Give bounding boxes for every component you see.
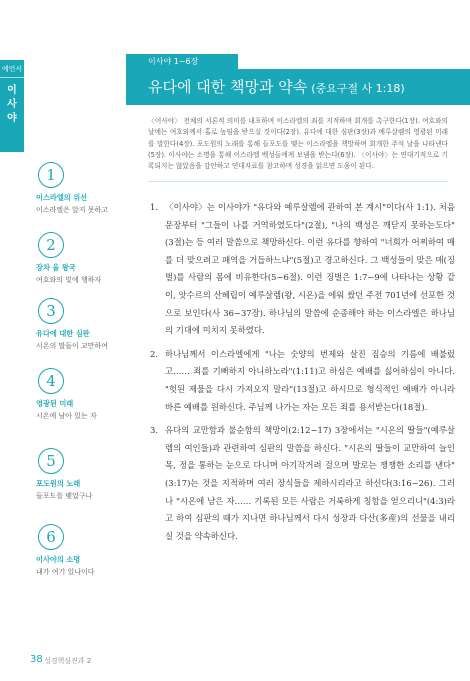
outline-title: 이사야의 소명 (36, 555, 81, 564)
outline-number: 2 (38, 232, 64, 258)
key-verse-reference: (중요구절 사 1:18) (311, 82, 405, 95)
intro-summary: 〈이사야〉 전체의 서론적 의미를 내포하며 이스라엘의 죄를 지적하며 회개를 촉구한다(1장). 여호와의 날에는 여호와께서 홀로 높임을 받으실 것이다(2장). 유다에 대한 심판(3장)과 예루살렘의 영광된 미래를 말한다(4장). 포도원의 노래를 통해 들포도를 맺는 이스라엘을 책망하며 회개한 주석 날을 나타낸다(5장). 이사야는 소명을 통해 이스라엘 백성들에게 보냄을 받는다(6장). 〈이사야〉는 연대기적으로 기록되지는 않았음을 감안하고 연대자료를 참고하며 성경을 읽으면 도움이 된다. (148, 117, 448, 171)
commentary-body (150, 199, 455, 551)
outline-item (36, 298, 146, 351)
section-label: 예언서 (0, 60, 24, 78)
page-number: 38 (30, 654, 43, 665)
outline-title: 영광된 미래 (36, 399, 74, 408)
paragraph-number: 2. (150, 348, 158, 359)
outline-number: 3 (38, 298, 64, 324)
commentary-paragraph (150, 199, 455, 340)
outline-item (36, 368, 146, 421)
outline-item (36, 524, 146, 577)
outline-number: 5 (38, 448, 64, 474)
outline-number: 4 (38, 368, 64, 394)
outline-title: 이스라엘의 위선 (36, 193, 88, 202)
outline-subtitle: 여호와의 빛에 행하자 (36, 276, 102, 284)
divider (148, 181, 448, 182)
outline-item (36, 232, 146, 285)
paragraph-text: 하나님께서 이스라엘에게 "나는 숫양의 번제와 살진 짐승의 기름에 배불렀고…… 죄를 기뻐하지 아니하노라"(1:11)고 하심은 예배를 싫어하심이 아니다. "헛된 제물을 다시 가져오지 말라"(13절)고 하시므로 형식적인 예배가 아니라 바른 예배를 원하신다. 주님께 나가는 자는 모든 죄를 용서받는다(18절). (165, 348, 455, 412)
outline-subtitle: 시온의 딸들이 교만하여 (36, 342, 109, 350)
outline-title: 포도원의 노래 (36, 479, 81, 488)
paragraph-number: 3. (150, 425, 158, 436)
chapter-range-tag: 이사야 1~6장 (126, 54, 238, 69)
page-title-bar (126, 69, 470, 105)
outline-subtitle: 이스라엘은 앞지 못하고 (36, 206, 109, 214)
book-title-footer: 성경핵심진과 2 (44, 657, 92, 665)
outline-item (36, 448, 146, 501)
paragraph-number: 1. (150, 202, 158, 212)
commentary-paragraph (150, 346, 455, 416)
paragraph-text: 유다의 교만함과 불순함의 책망이(2:12~17) 3장에서는 "시온의 딸들"(예루살렘의 여인들)과 관련하여 심판의 말씀을 하신다. "시온의 딸들이 교만하여 늘인 목, 정을 통하는 눈으로 다니며 아기작거려 걸으며 발로는 쟁쟁한 소리를 낸다"(3:17)는 것을 지적하며 여러 장식들을 제하시리라고 하신다(3:16~26). 그러나 "시온에 남은 자…… 기록된 모든 사람은 거룩하게 칭함을 얻으리니"(4:3)라고 하여 심판의 때가 지나면 하나님께서 다시 성장과 다산(多産)의 선물을 내리실 것을 약속하신다. (165, 425, 455, 541)
commentary-paragraph (150, 422, 455, 545)
outline-number: 1 (38, 162, 64, 188)
outline-subtitle: 시온에 남아 있는 자 (36, 412, 97, 420)
outline-number: 6 (38, 524, 64, 550)
outline-subtitle: 내가 여기 있나이다 (36, 568, 95, 576)
book-label: 이사야 (7, 85, 17, 124)
outline-title: 장차 올 왕국 (36, 263, 76, 272)
paragraph-text: 〈이사야〉는 이사야가 "유다와 예루살렘에 관하여 본 계시"이다(사 1:1). 처음 문장부터 "그들이 나를 거역하였도다"(2절), "나의 백성은 깨닫지 못하는도다"(3절)는 등 여러 말씀으로 책망하신다. 이런 유다를 향하여 "너희가 어찌하여 매를 더 맞으려고 패역을 거듭하느냐"(5절)고 경고하신다. 그 백성들이 맞은 매(징벌)를 사람의 몸에 비유한다(5~6절). 이런 징벌은 1:7~9에 나타나는 상황 같이, 앗수르의 산헤립이 예루살렘(왕, 시온)을 에워 쌌던 주전 701년에 선포한 것으로 보인다(사 36~37장). 하나님의 말씀에 순종해야 하는 이스라엘은 하나님의 기대에 미치지 못하였다. (165, 202, 455, 336)
page-title: 유다에 대한 책망과 약속 (148, 78, 308, 96)
outline-item (36, 162, 146, 215)
outline-title: 유다에 대한 심판 (36, 329, 90, 338)
section-side-tab (0, 60, 24, 152)
outline-subtitle: 들포도를 맺었구나 (36, 492, 93, 500)
